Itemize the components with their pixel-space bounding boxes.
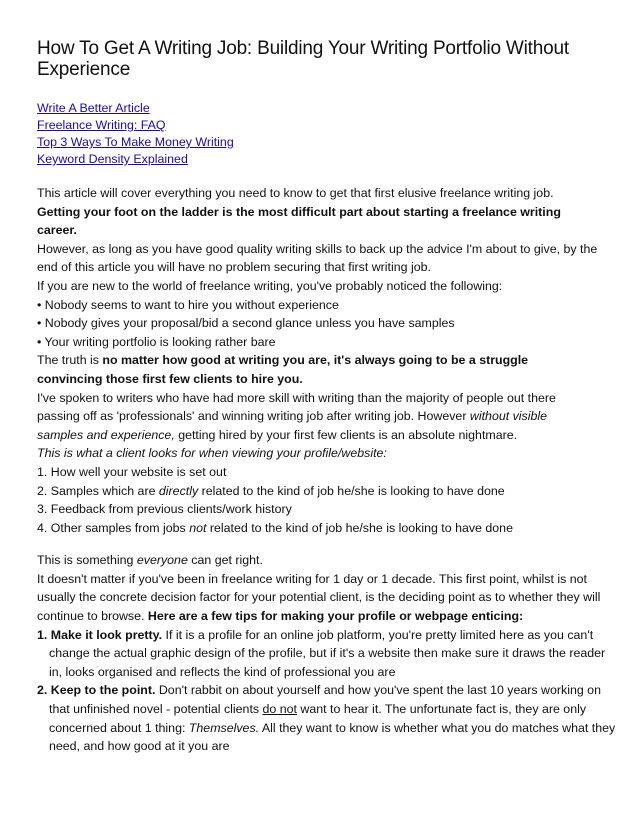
paragraph-however: However, as long as you have good quality writing skills to back up the advice I'm about to give, by the end of this article you will have no problem securing that first writing job. [37, 241, 598, 275]
document-page [37, 38, 616, 756]
spacer [37, 537, 609, 551]
related-links [37, 100, 609, 168]
paragraph-everyone: This is something everyone can get right. [37, 553, 263, 568]
paragraph-ladder: Getting your foot on the ladder is the most difficult part about starting a freelance writing career. [37, 204, 561, 238]
link-write-better-article[interactable]: Write A Better Article [37, 101, 150, 115]
list-item: 3. Feedback from previous clients/work history [37, 502, 292, 517]
tip-keep-to-point: 2. Keep to the point. Don't rabbit on about yourself and how you've spent the last 10 years working on that unfinished novel - potential clients do not want to hear it. The unfortunate fact is, they are only concerned about 1 thing: Themselves. All they want to know is whether what you do matches what they need, and how good at it you are [37, 683, 616, 754]
paragraph-intro: This article will cover everything you need to know to get that first elusive freelance writing job. [37, 186, 554, 200]
list-item: 2. Samples which are directly related to the kind of job he/she is looking to have done [37, 483, 505, 498]
bullet-item: • Your writing portfolio is looking rather bare [37, 334, 276, 349]
link-make-money-writing[interactable]: Top 3 Ways To Make Money Writing [37, 135, 234, 149]
paragraph-client-looks: This is what a client looks for when viewing your profile/website: [37, 446, 387, 461]
tip-make-it-pretty: 1. Make it look pretty. If it is a profile for an online job platform, you're pretty limited here as you can't change the actual graphic design of the profile, but if it's a website then make sure it draws the reader in, looks organised and reflects the kind of professional you are [37, 627, 606, 679]
bullet-item: • Nobody seems to want to hire you without experience [37, 297, 339, 312]
link-keyword-density[interactable]: Keyword Density Explained [37, 152, 188, 166]
paragraph-new-to-world: If you are new to the world of freelance writing, you've probably noticed the following: [37, 278, 503, 293]
bullet-item: • Nobody gives your proposal/bid a second glance unless you have samples [37, 316, 455, 331]
list-item: 1. How well your website is set out [37, 464, 227, 479]
link-freelance-faq[interactable]: Freelance Writing: FAQ [37, 118, 166, 132]
list-item: 4. Other samples from jobs not related to the kind of job he/she is looking to have done [37, 520, 513, 535]
article-title: How To Get A Writing Job: Building Your Writing Portfolio Without Experience [37, 38, 569, 80]
paragraph-truth: The truth is no matter how good at writing you are, it's always going to be a struggle convincing those first few clients to hire you. [37, 353, 529, 386]
article-body [37, 184, 616, 756]
paragraph-spoken: I've spoken to writers who have had more skill with writing than the majority of people out there passing off as 'professionals' and winning writing job after writing job. However without visible samples and experience, getting hired by your first few clients is an absolute nightmare. [37, 390, 556, 442]
paragraph-doesnt-matter: It doesn't matter if you've been in freelance writing for 1 day or 1 decade. This first point, whilst is not usually the concrete decision factor for your potential client, is the deciding point as to whether they will continue to browse. Here are a few tips for making your profile or webpage enticing: [37, 571, 601, 624]
